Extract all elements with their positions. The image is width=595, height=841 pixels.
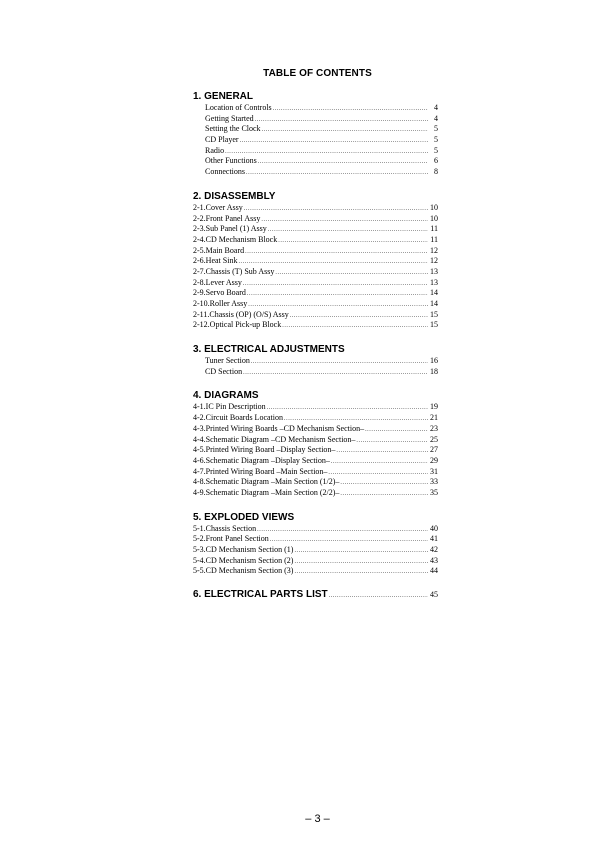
toc-section — [193, 90, 438, 178]
page-ref: 25 — [430, 434, 438, 444]
page-ref: 6 — [434, 156, 438, 166]
entry-label: Connections — [205, 167, 245, 177]
toc-entry[interactable] — [193, 167, 438, 178]
dot-leader — [246, 168, 428, 179]
entry-label: Sub Panel (1) Assy — [205, 224, 267, 234]
dot-leader — [273, 104, 428, 115]
dot-leader — [356, 436, 428, 447]
toc-entry[interactable] — [193, 310, 438, 321]
page-ref: 4 — [434, 103, 438, 112]
page-ref: 4 — [434, 113, 438, 123]
page-ref: 15 — [430, 309, 438, 319]
toc-entry[interactable] — [193, 246, 438, 257]
page-ref: 31 — [430, 466, 438, 476]
entry-number: 2-8. — [193, 277, 206, 287]
toc-entry[interactable] — [193, 467, 438, 478]
toc-entry[interactable] — [193, 488, 438, 499]
page-ref: 13 — [430, 277, 438, 287]
entry-number: 2-11. — [193, 309, 210, 319]
entry-number: 4-2. — [193, 413, 206, 423]
section-heading: 3. ELECTRICAL ADJUSTMENTS — [193, 344, 345, 356]
dot-leader — [290, 311, 428, 322]
toc-sections — [193, 90, 438, 577]
entry-label: CD Player — [205, 135, 239, 145]
toc-entry[interactable] — [193, 477, 438, 488]
dot-leader — [268, 225, 428, 236]
entry-label: Printed Wiring Board –Display Section– — [205, 445, 336, 455]
entry-number: 2-4. — [193, 234, 206, 244]
toc-section — [193, 190, 438, 331]
toc-entry[interactable] — [193, 545, 438, 556]
entry-number: 5-5. — [193, 566, 206, 576]
entry-label: Schematic Diagram –Main Section (2/2)– — [205, 487, 340, 497]
dot-leader — [336, 446, 428, 457]
page-ref: 12 — [430, 256, 438, 266]
toc-entry[interactable] — [193, 103, 438, 114]
dot-leader — [331, 457, 428, 468]
dot-leader — [340, 478, 428, 489]
page-ref: 8 — [434, 167, 438, 177]
entry-label: Main Board — [205, 245, 245, 255]
toc-entry[interactable] — [193, 256, 438, 267]
page-title: TABLE OF CONTENTS — [263, 68, 372, 79]
entry-number: 4-3. — [193, 423, 206, 433]
entry-label: Schematic Diagram –CD Mechanism Section– — [205, 434, 356, 444]
toc-entry[interactable] — [193, 556, 438, 567]
dot-leader — [243, 279, 428, 290]
section-heading: 4. DIAGRAMS — [193, 390, 259, 402]
entry-number: 5-4. — [193, 555, 206, 565]
section-heading: 1. GENERAL — [193, 91, 254, 102]
dot-leader — [328, 468, 428, 479]
section-heading: 5. EXPLODED VIEWS — [193, 511, 295, 523]
dot-leader — [329, 593, 428, 599]
page-ref: 40 — [430, 523, 438, 533]
dot-leader — [245, 247, 428, 258]
page-ref: 11 — [430, 234, 438, 244]
entry-label: Front Panel Section — [205, 534, 269, 544]
entry-number: 4-4. — [193, 434, 206, 444]
dot-leader — [267, 403, 428, 414]
table-of-contents — [193, 90, 438, 602]
entry-label: Chassis Section — [205, 523, 257, 533]
entry-label: CD Mechanism Section (2) — [205, 555, 294, 565]
page-ref: 10 — [430, 202, 438, 212]
page-ref: 11 — [430, 224, 438, 234]
dot-leader — [282, 321, 428, 332]
dot-leader — [278, 236, 428, 247]
page-ref: 16 — [430, 356, 438, 366]
toc-entry[interactable] — [193, 424, 438, 435]
page-ref: 5 — [434, 135, 438, 145]
dot-leader — [247, 289, 428, 300]
toc-entry[interactable] — [193, 214, 438, 225]
page-ref: 13 — [430, 266, 438, 276]
page-ref: 42 — [430, 545, 438, 554]
entry-number: 5-1. — [193, 523, 206, 533]
entry-number: 4-1. — [193, 402, 206, 412]
toc-final-section[interactable] — [193, 589, 438, 602]
dot-leader — [275, 268, 428, 279]
entry-label: CD Mechanism Block — [205, 234, 278, 244]
dot-leader — [270, 535, 428, 546]
entry-label: CD Section — [205, 366, 243, 376]
page-number: – 3 – — [305, 813, 330, 825]
entry-label: Circuit Boards Location — [205, 413, 283, 423]
toc-entry[interactable] — [193, 435, 438, 446]
entry-number: 2-2. — [193, 213, 206, 223]
entry-number: 2-6. — [193, 256, 206, 266]
entry-label: Chassis (T) Sub Assy — [205, 266, 275, 276]
toc-entry[interactable] — [193, 156, 438, 167]
dot-leader — [257, 525, 428, 536]
entry-label: Location of Controls — [205, 103, 272, 112]
toc-entry[interactable] — [193, 278, 438, 289]
dot-leader — [365, 425, 428, 436]
page-ref: 19 — [430, 402, 438, 412]
toc-entry[interactable] — [193, 356, 438, 367]
toc-section — [193, 343, 438, 377]
page-ref: 14 — [430, 288, 438, 298]
toc-section — [193, 511, 438, 577]
entry-label: CD Mechanism Section (1) — [205, 545, 294, 554]
toc-entry[interactable] — [193, 367, 438, 378]
entry-label: IC Pin Description — [205, 402, 266, 412]
page-ref: 27 — [430, 445, 438, 455]
toc-entry[interactable] — [193, 114, 438, 125]
page-ref: 21 — [430, 413, 438, 423]
page-ref: 10 — [430, 213, 438, 223]
entry-number: 2-12. — [193, 320, 210, 330]
dot-leader — [240, 136, 428, 147]
toc-entry[interactable] — [193, 124, 438, 135]
dot-leader — [251, 357, 428, 368]
entry-label: Front Panel Assy — [205, 213, 261, 223]
section-heading: 2. DISASSEMBLY — [193, 190, 276, 202]
toc-entry[interactable] — [193, 146, 438, 157]
dot-leader — [294, 546, 428, 557]
page-ref: 29 — [430, 455, 438, 465]
entry-label: Getting Started — [205, 113, 254, 123]
toc-entry[interactable] — [193, 524, 438, 535]
page-ref: 44 — [430, 566, 438, 576]
entry-number: 2-10. — [193, 299, 210, 308]
toc-entry[interactable] — [193, 288, 438, 299]
toc-entry[interactable] — [193, 402, 438, 413]
toc-section — [193, 389, 438, 498]
page-ref: 43 — [430, 555, 438, 565]
entry-number: 2-9. — [193, 288, 206, 298]
toc-entry[interactable] — [193, 235, 438, 246]
entry-number: 2-5. — [193, 245, 206, 255]
page-ref: 23 — [430, 423, 438, 433]
entry-number: 4-8. — [193, 477, 206, 487]
toc-entry[interactable] — [193, 135, 438, 146]
toc-entry[interactable] — [193, 413, 438, 424]
page-ref: 18 — [430, 366, 438, 376]
page-ref: 5 — [434, 145, 438, 155]
page-ref: 14 — [430, 299, 438, 308]
dot-leader — [255, 115, 428, 126]
entry-label: Printed Wiring Board –Main Section– — [205, 466, 328, 476]
page-ref: 5 — [434, 124, 438, 134]
entry-label: Setting the Clock — [205, 124, 261, 134]
dot-leader — [294, 567, 428, 578]
entry-number: 5-2. — [193, 534, 206, 544]
dot-leader — [243, 368, 428, 379]
entry-number: 4-9. — [193, 487, 206, 497]
entry-label: Roller Assy — [209, 299, 248, 308]
entry-number: 4-7. — [193, 466, 206, 476]
entry-number: 5-3. — [193, 545, 206, 554]
entry-number: 4-6. — [193, 455, 206, 465]
toc-entry[interactable] — [193, 224, 438, 235]
dot-leader — [244, 204, 428, 215]
page-ref: 45 — [430, 590, 438, 600]
dot-leader — [294, 557, 428, 568]
toc-entry[interactable] — [193, 320, 438, 331]
entry-label: Lever Assy — [205, 277, 242, 287]
entry-label: Optical Pick-up Block — [209, 320, 282, 330]
toc-entry[interactable] — [193, 534, 438, 545]
page-ref: 15 — [430, 320, 438, 330]
section-heading: 6. ELECTRICAL PARTS LIST — [193, 589, 328, 601]
entry-label: Printed Wiring Boards –CD Mechanism Section– — [205, 423, 365, 433]
toc-entry[interactable] — [193, 456, 438, 467]
page-ref: 35 — [430, 487, 438, 497]
entry-label: Chassis (OP) (O/S) Assy — [209, 309, 289, 319]
dot-leader — [258, 157, 428, 168]
toc-entry[interactable] — [193, 566, 438, 577]
entry-label: Radio — [205, 145, 225, 155]
entry-label: Schematic Diagram –Main Section (1/2)– — [205, 477, 340, 487]
entry-label: CD Mechanism Section (3) — [205, 566, 294, 576]
entry-label: Heat Sink — [205, 256, 238, 266]
toc-entry[interactable] — [193, 267, 438, 278]
page-ref: 33 — [430, 477, 438, 487]
page-ref: 12 — [430, 245, 438, 255]
entry-label: Schematic Diagram –Display Section– — [205, 455, 330, 465]
dot-leader — [261, 215, 428, 226]
entry-number: 4-5. — [193, 445, 206, 455]
entry-label: Other Functions — [205, 156, 257, 166]
toc-entry[interactable] — [193, 299, 438, 310]
entry-label: Cover Assy — [205, 202, 243, 212]
page-ref: 41 — [430, 534, 438, 544]
toc-entry[interactable] — [193, 445, 438, 456]
toc-entry[interactable] — [193, 203, 438, 214]
dot-leader — [340, 489, 428, 500]
entry-number: 2-7. — [193, 266, 206, 276]
entry-label: Servo Board — [205, 288, 246, 298]
entry-number: 2-3. — [193, 224, 206, 234]
entry-number: 2-1. — [193, 202, 206, 212]
entry-label: Tuner Section — [205, 356, 250, 366]
dot-leader — [262, 125, 428, 136]
